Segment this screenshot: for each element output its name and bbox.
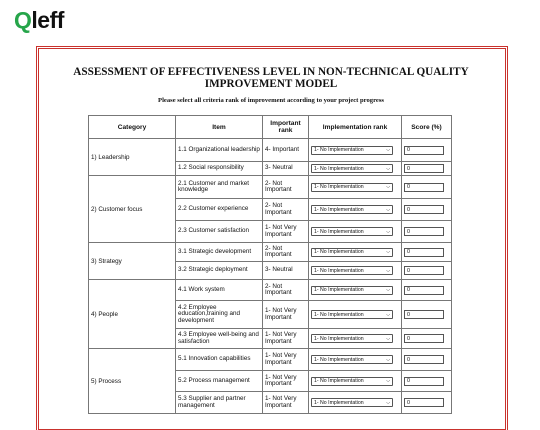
implementation-select[interactable]: 1- No Implementation ⌵ — [311, 286, 393, 295]
score-input[interactable]: 0 — [404, 183, 444, 192]
item-cell: 5.3 Supplier and partner management — [176, 392, 263, 414]
implementation-cell — [309, 392, 402, 414]
item-cell: 1.2 Social responsibility — [176, 162, 263, 176]
item-cell: 3.1 Strategic development — [176, 243, 263, 262]
item-cell: 3.2 Strategic deployment — [176, 262, 263, 280]
implementation-cell — [309, 349, 402, 371]
important-rank-cell: 1- Not Very Important — [263, 329, 309, 349]
score-cell — [402, 199, 452, 221]
important-rank-cell: 1- Not Very Important — [263, 371, 309, 392]
chevron-down-icon: ⌵ — [386, 206, 390, 213]
page-subtitle: Please select all criteria rank of improvement according to your project progress — [158, 97, 384, 104]
implementation-cell — [309, 176, 402, 199]
score-input[interactable]: 0 — [404, 355, 444, 364]
implementation-select[interactable]: 1- No Implementation ⌵ — [311, 227, 393, 236]
category-cell: 2) Customer focus — [89, 176, 176, 243]
implementation-cell — [309, 199, 402, 221]
logo-text: leff — [31, 7, 64, 33]
chevron-down-icon: ⌵ — [386, 147, 390, 153]
implementation-cell — [309, 280, 402, 301]
header-category: Category — [89, 116, 176, 139]
chevron-down-icon: ⌵ — [386, 228, 390, 235]
score-cell — [402, 329, 452, 349]
implementation-select[interactable]: 1- No Implementation ⌵ — [311, 334, 393, 343]
important-rank-cell: 2- Not Important — [263, 199, 309, 221]
score-input[interactable]: 0 — [404, 334, 444, 343]
item-cell: 4.3 Employee well-being and satisfaction — [176, 329, 263, 349]
chevron-down-icon: ⌵ — [386, 267, 390, 274]
score-input[interactable]: 0 — [404, 286, 444, 295]
score-cell — [402, 139, 452, 162]
implementation-select[interactable]: 1- No Implementation ⌵ — [311, 205, 393, 214]
item-cell: 5.2 Process management — [176, 371, 263, 392]
item-cell: 1.1 Organizational leadership — [176, 139, 263, 162]
implementation-select[interactable]: 1- No Implementation ⌵ — [311, 355, 393, 364]
score-cell — [402, 392, 452, 414]
score-cell — [402, 262, 452, 280]
score-input[interactable]: 0 — [404, 227, 444, 236]
implementation-cell — [309, 371, 402, 392]
score-input[interactable]: 0 — [404, 310, 444, 319]
chevron-down-icon: ⌵ — [386, 165, 390, 172]
chevron-down-icon: ⌵ — [386, 399, 390, 406]
score-cell — [402, 349, 452, 371]
implementation-cell — [309, 329, 402, 349]
chevron-down-icon: ⌵ — [386, 311, 390, 318]
implementation-cell — [309, 139, 402, 162]
table-row — [89, 176, 452, 199]
header-score: Score (%) — [402, 116, 452, 139]
score-input[interactable]: 0 — [404, 398, 444, 407]
implementation-select[interactable]: 1- No Implementation ⌵ — [311, 183, 393, 192]
logo-q: Q — [14, 7, 32, 33]
score-input[interactable]: 0 — [404, 146, 444, 155]
implementation-cell — [309, 243, 402, 262]
important-rank-cell: 3- Neutral — [263, 262, 309, 280]
implementation-cell — [309, 262, 402, 280]
score-input[interactable]: 0 — [404, 377, 444, 386]
score-cell — [402, 243, 452, 262]
score-cell — [402, 280, 452, 301]
table-row — [89, 139, 452, 162]
implementation-cell — [309, 301, 402, 329]
header-implementation-rank: Implementation rank — [309, 116, 402, 139]
table-row — [89, 243, 452, 262]
important-rank-cell: 2- Not Important — [263, 243, 309, 262]
category-cell: 5) Process — [89, 349, 176, 414]
score-cell — [402, 221, 452, 243]
important-rank-cell: 1- Not Very Important — [263, 392, 309, 414]
chevron-down-icon: ⌵ — [386, 356, 390, 363]
implementation-select[interactable]: 1- No Implementation ⌵ — [311, 266, 393, 275]
page-title: ASSESSMENT OF EFFECTIVENESS LEVEL IN NON-TECHNICAL QUALITY IMPROVEMENT MODEL — [73, 66, 469, 90]
item-cell: 2.3 Customer satisfaction — [176, 221, 263, 243]
implementation-cell — [309, 221, 402, 243]
implementation-select[interactable]: 1- No Implementation ⌵ — [311, 310, 393, 319]
chevron-down-icon: ⌵ — [386, 184, 390, 190]
implementation-select[interactable]: 1- No Implementation ⌵ — [311, 398, 393, 407]
important-rank-cell: 1- Not Very Important — [263, 349, 309, 371]
table-row — [89, 349, 452, 371]
chevron-down-icon: ⌵ — [386, 378, 390, 384]
important-rank-cell: 1- Not Very Important — [263, 221, 309, 243]
assessment-table — [88, 115, 452, 414]
item-cell: 5.1 Innovation capabilities — [176, 349, 263, 371]
implementation-select[interactable]: 1- No Implementation ⌵ — [311, 248, 393, 257]
chevron-down-icon: ⌵ — [386, 287, 390, 293]
item-cell: 4.1 Work system — [176, 280, 263, 301]
score-input[interactable]: 0 — [404, 248, 444, 257]
table-row — [89, 280, 452, 301]
chevron-down-icon: ⌵ — [386, 335, 390, 342]
implementation-select[interactable]: 1- No Implementation ⌵ — [311, 164, 393, 173]
score-input[interactable]: 0 — [404, 266, 444, 275]
implementation-select[interactable]: 1- No Implementation ⌵ — [311, 377, 393, 386]
important-rank-cell: 4- Important — [263, 139, 309, 162]
category-cell: 1) Leadership — [89, 139, 176, 176]
item-cell: 4.2 Employee education,training and development — [176, 301, 263, 329]
important-rank-cell: 3- Neutral — [263, 162, 309, 176]
score-input[interactable]: 0 — [404, 205, 444, 214]
category-cell: 4) People — [89, 280, 176, 349]
important-rank-cell: 2- Not Important — [263, 280, 309, 301]
header-important-rank: Important rank — [263, 116, 309, 139]
chevron-down-icon: ⌵ — [386, 249, 390, 255]
item-cell: 2.2 Customer experience — [176, 199, 263, 221]
important-rank-cell: 1- Not Very Important — [263, 301, 309, 329]
category-cell: 3) Strategy — [89, 243, 176, 280]
qleff-logo[interactable] — [14, 6, 64, 34]
score-cell — [402, 301, 452, 329]
item-cell: 2.1 Customer and market knowledge — [176, 176, 263, 199]
score-cell — [402, 176, 452, 199]
score-cell — [402, 162, 452, 176]
important-rank-cell: 2- Not Important — [263, 176, 309, 199]
header-item: Item — [176, 116, 263, 139]
implementation-cell — [309, 162, 402, 176]
implementation-select[interactable]: 1- No Implementation ⌵ — [311, 146, 393, 155]
score-cell — [402, 371, 452, 392]
score-input[interactable]: 0 — [404, 164, 444, 173]
